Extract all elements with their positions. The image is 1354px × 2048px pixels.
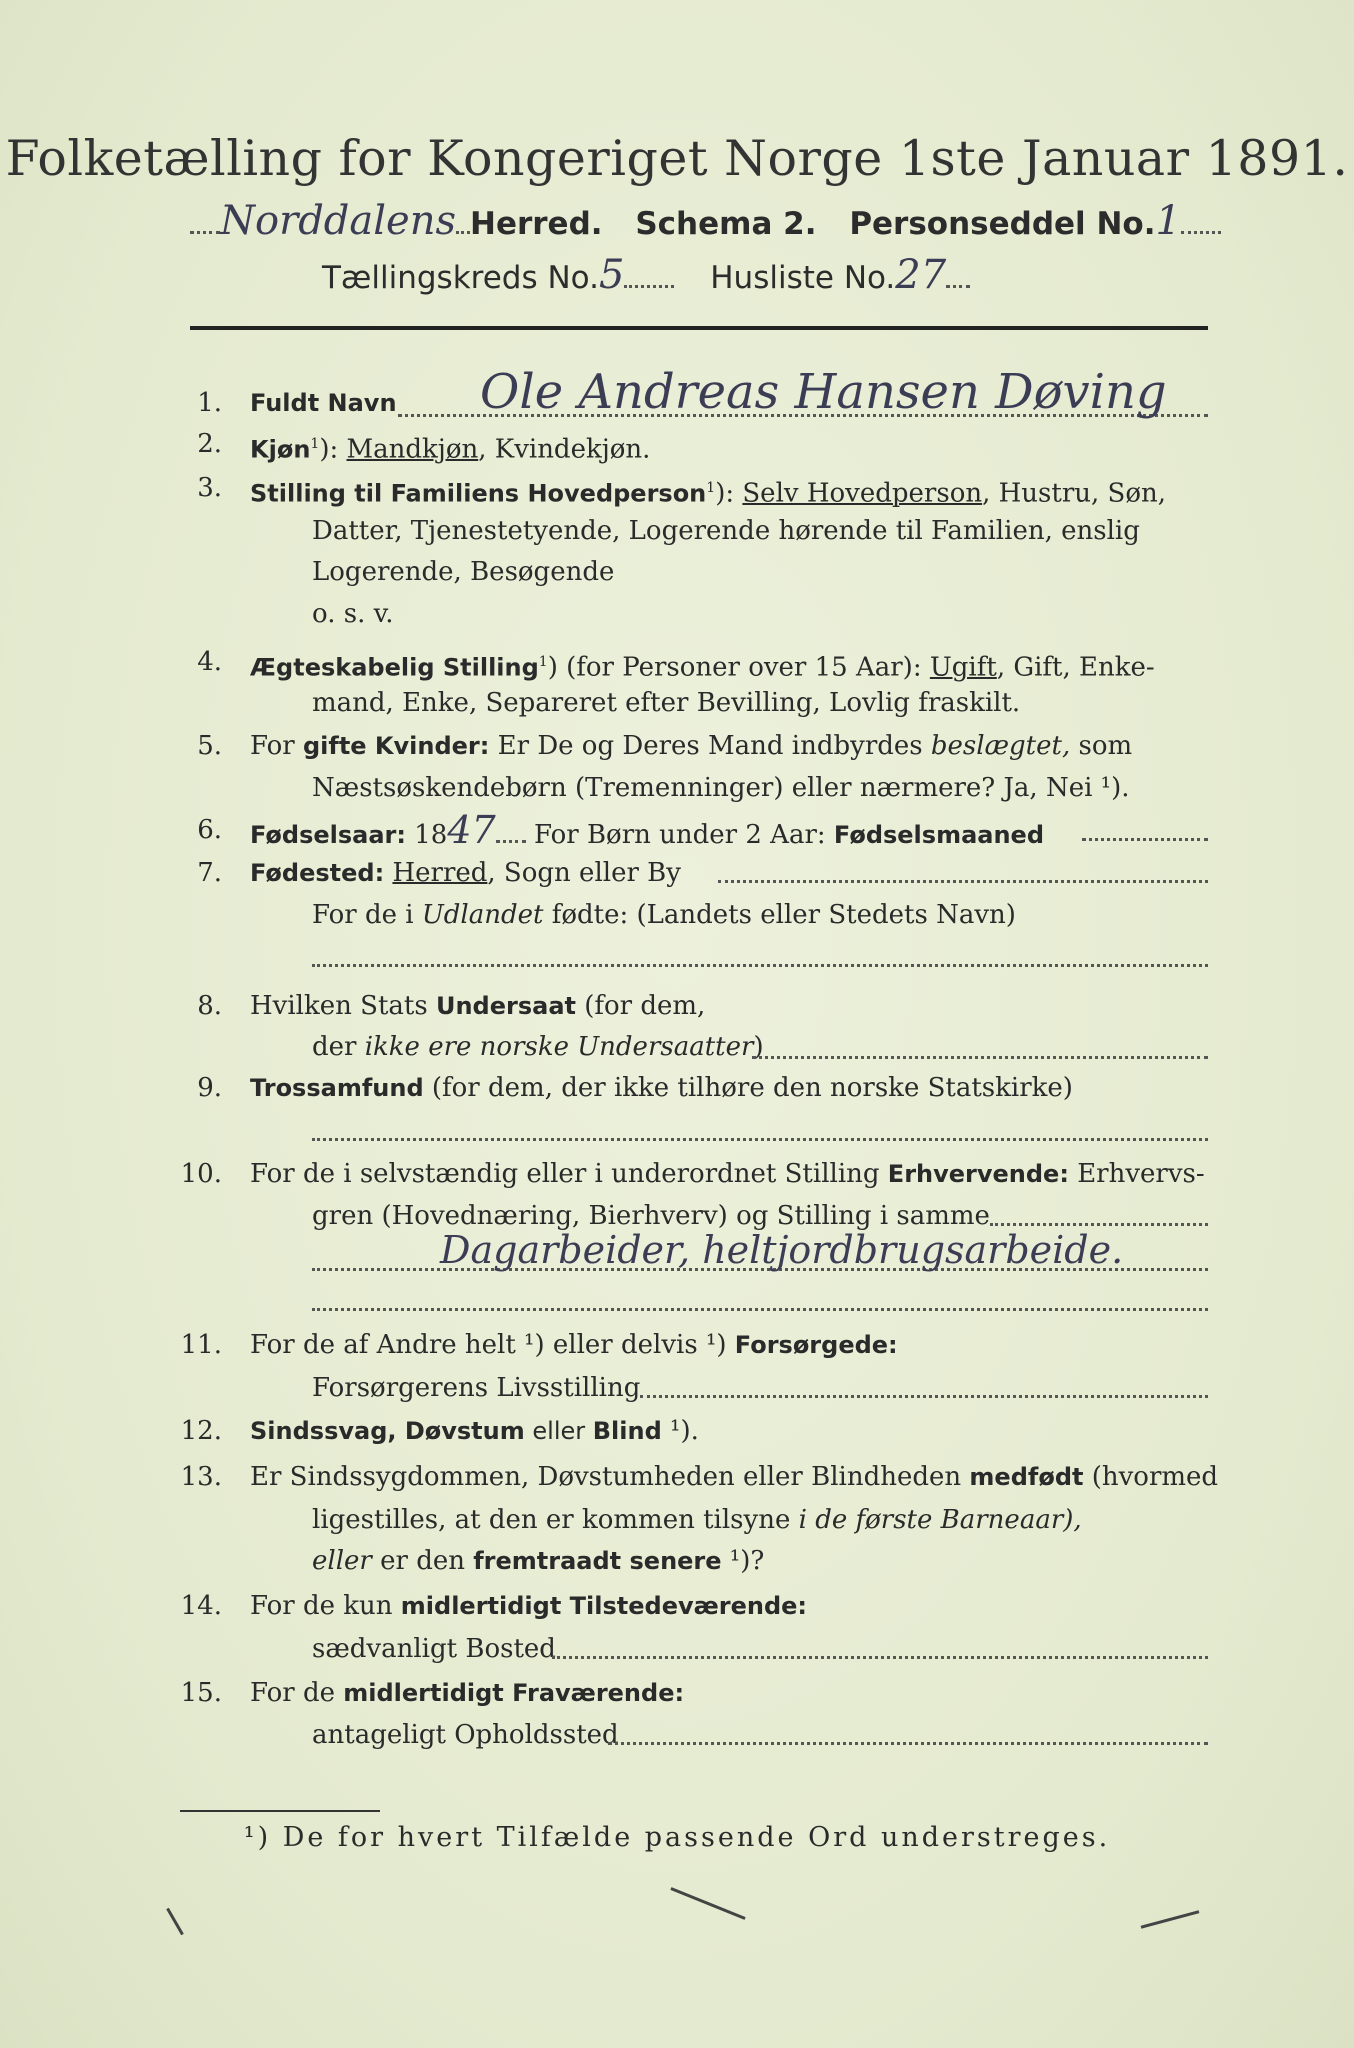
fodselsmaaned-label: Fødselsmaaned: [833, 821, 1045, 849]
husliste-no: 27: [895, 252, 947, 298]
fodselsaar-value: 47: [447, 808, 496, 852]
item-text: der: [312, 1032, 365, 1062]
trossamfund-label: Trossamfund: [250, 1074, 424, 1102]
fodested-label: Fødested:: [250, 859, 385, 887]
husliste-label: Husliste No.: [710, 260, 896, 296]
item-number: 12.: [180, 1416, 222, 1446]
item-text: i de første Barneaar),: [798, 1505, 1082, 1535]
item-text: gren (Hovednæring, Bierhverv) og Stilling i samme: [312, 1201, 990, 1231]
stilling-selected: Selv Hovedperson: [742, 478, 983, 509]
udland-line: [312, 964, 1208, 967]
kjon-selected: Mandkjøn: [346, 434, 479, 465]
item-number: 9.: [197, 1073, 222, 1103]
taellingskreds-label: Tællingskreds No.: [322, 260, 599, 296]
item-number: 14.: [180, 1591, 222, 1621]
fodested-line: [718, 880, 1208, 883]
item-text: , Sogn eller By: [487, 858, 681, 888]
header-line-herred: [190, 198, 1221, 244]
item-text: For Børn under 2 Aar:: [525, 820, 834, 850]
sindssvag-label: Sindssvag, Døvstum: [250, 1417, 525, 1445]
item-text: For: [250, 731, 303, 761]
personseddel-no: 1: [1155, 198, 1181, 244]
header-rule: [190, 326, 1208, 330]
item-text: antageligt Opholdssted: [312, 1720, 619, 1750]
footnote-ref: 1: [538, 654, 548, 670]
item-text: , Gift, Enke-: [996, 652, 1155, 683]
item-text: For de i selvstændig eller i underordnet Stilling: [250, 1159, 888, 1189]
item-text: ): [753, 1032, 764, 1062]
item-text: For de kun: [250, 1591, 401, 1621]
item-text: ligestilles, at den er kommen tilsyne: [312, 1505, 799, 1535]
item-text: beslægtet,: [930, 731, 1071, 761]
aegteskab-selected: Ugift: [929, 652, 997, 683]
undersaat-label: Undersaat: [435, 992, 576, 1020]
item-number: 6.: [197, 815, 222, 845]
fravaerende-label: midlertidigt Fraværende:: [343, 1679, 685, 1707]
form-title: Folketælling for Kongeriget Norge 1ste Januar 1891.: [5, 130, 1349, 187]
item-text: Logerende, Besøgende: [312, 557, 615, 587]
item-text: Er Sindssygdommen, Døvstumheden eller Blindheden: [250, 1462, 970, 1492]
undersaat-line: [752, 1056, 1208, 1059]
trossamfund-line: [312, 1138, 1208, 1141]
fodselsaar-label: Fødselsaar:: [250, 821, 406, 849]
schema-label: Schema 2.: [635, 206, 817, 242]
item-text: eller: [312, 1546, 372, 1576]
pen-mark: [166, 1908, 184, 1935]
item-text: er den: [371, 1546, 474, 1576]
item-text: For de af Andre helt ¹) eller delvis ¹): [250, 1330, 735, 1360]
pen-mark: [1141, 1910, 1200, 1928]
erhverv-value: Dagarbeider, heltjordbrugsarbeide.: [440, 1228, 1124, 1272]
item-text: o. s. v.: [312, 599, 394, 629]
herred-label: Herred.: [470, 206, 603, 242]
item-number: 15.: [180, 1678, 222, 1708]
opholdssted-line: [608, 1742, 1208, 1745]
item-number: 11.: [180, 1330, 222, 1360]
header-line-taellingskreds: [322, 252, 970, 298]
item-text: For de: [250, 1678, 344, 1708]
personseddel-label: Personseddel No.: [849, 206, 1156, 242]
blind-label: Blind: [592, 1417, 662, 1445]
item-text: Datter, Tjenestetyende, Logerende hørende til Familien, enslig: [312, 516, 1140, 546]
item-text: For de i: [312, 900, 422, 930]
erhvervende-label: Erhvervende:: [887, 1160, 1069, 1188]
bosted-line: [552, 1656, 1208, 1659]
item-text: ) (for Personer over 15 Aar):: [547, 652, 930, 683]
item-text: 18: [406, 820, 448, 850]
item-number: 3.: [197, 473, 222, 503]
item-text: Hvilken Stats: [250, 991, 436, 1021]
item-text: ):: [319, 434, 347, 465]
item-text: fødte: (Landets eller Stedets Navn): [543, 900, 1016, 930]
erhverv-line-3: [312, 1308, 1208, 1311]
item-text: ¹)?: [721, 1546, 765, 1576]
item-text: (for dem,: [575, 991, 706, 1021]
item-number: 5.: [197, 731, 222, 761]
taellingskreds-no: 5: [598, 252, 625, 298]
item-text: Udlandet: [421, 900, 544, 930]
fodselsmaaned-line: [1082, 838, 1208, 841]
forsorgede-label: Forsørgede:: [734, 1331, 898, 1359]
forsorger-line: [640, 1395, 1208, 1398]
item-text: (hvormed: [1083, 1462, 1219, 1492]
item-text: ikke ere norske Undersaatter: [364, 1032, 754, 1062]
item-text: ¹).: [661, 1416, 699, 1446]
item-number: 1.: [197, 388, 222, 418]
footnote: ¹) De for hvert Tilfælde passende Ord understreges.: [243, 1822, 1111, 1853]
footnote-rule: [180, 1810, 380, 1812]
kjon-label: Kjøn: [250, 435, 311, 464]
stilling-label: Stilling til Familiens Hovedperson: [250, 479, 707, 508]
erhverv-line-1: [990, 1223, 1208, 1226]
fodested-selected: Herred: [392, 858, 488, 888]
item-number: 7.: [197, 858, 222, 888]
footnote-ref: 1: [706, 480, 716, 496]
item-text: Er De og Deres Mand indbyrdes: [489, 731, 931, 761]
item-text: som: [1070, 731, 1133, 761]
item-text: Erhvervs-: [1068, 1159, 1205, 1189]
pen-mark: [670, 1887, 745, 1920]
gifte-kvinder-label: gifte Kvinder:: [302, 732, 490, 760]
item-number: 13.: [180, 1462, 222, 1492]
kjon-options: , Kvindekjøn.: [478, 434, 651, 465]
aegteskab-label: Ægteskabelig Stilling: [250, 653, 539, 682]
item-text: sædvanligt Bosted: [312, 1634, 556, 1664]
item-text: Næstsøskendebørn (Tremenninger) eller nærmere? Ja, Nei ¹).: [312, 773, 1130, 803]
item-number: 10.: [180, 1159, 222, 1189]
medfodt-label: medfødt: [969, 1463, 1084, 1491]
item-number: 4.: [197, 647, 222, 677]
fuldt-navn-label: Fuldt Navn: [250, 389, 397, 417]
item-number: 8.: [197, 991, 222, 1021]
footnote-ref: 1: [310, 436, 320, 452]
item-number: 2.: [197, 429, 222, 459]
item-text: eller: [524, 1417, 593, 1445]
tilstedevaerende-label: midlertidigt Tilstedeværende:: [400, 1592, 808, 1620]
item-text: ):: [715, 478, 743, 509]
herred-value: Norddalens: [220, 198, 457, 244]
fremtraadt-label: fremtraadt senere: [473, 1547, 722, 1575]
item-text: Forsørgerens Livsstilling: [312, 1373, 641, 1403]
fuldt-navn-value: Ole Andreas Hansen Døving: [480, 364, 1167, 420]
item-text: mand, Enke, Separeret efter Bevilling, Lovlig fraskilt.: [312, 688, 1021, 718]
stilling-options: , Hustru, Søn,: [982, 478, 1167, 509]
item-text: (for dem, der ikke tilhøre den norske Statskirke): [423, 1073, 1073, 1103]
